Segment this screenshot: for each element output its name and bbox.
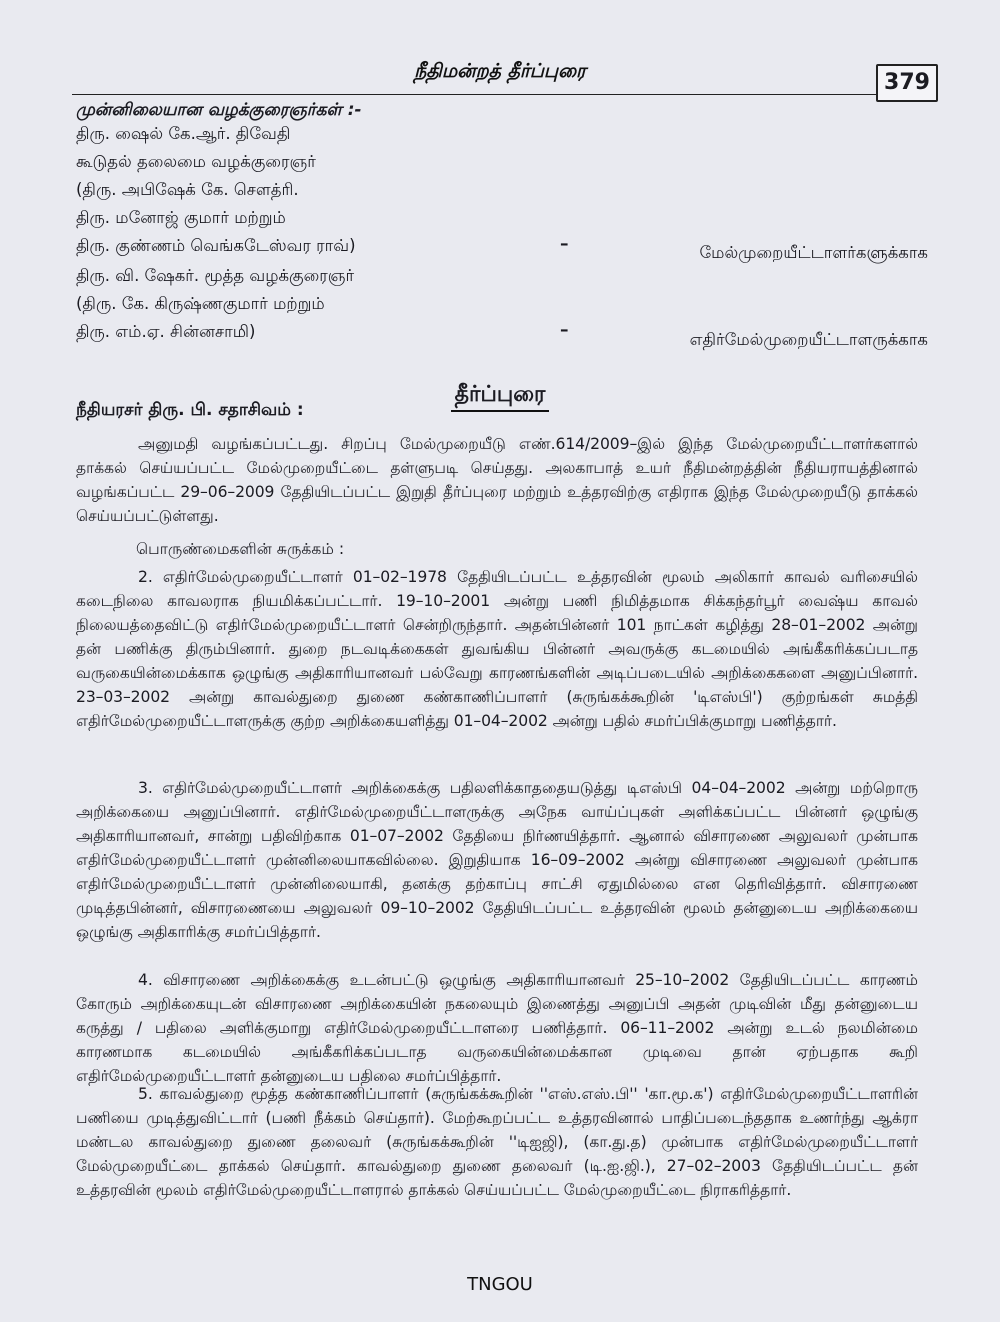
appellant-counsel-line: கூடுதல் தலைமை வழக்குரைஞர் [76,152,316,171]
intro-paragraph: அனுமதி வழங்கப்பட்டது. சிறப்பு மேல்முறையீடு எண்.614/2009–இல் இந்த மேல்முறையீட்டாளர்களால் தாக்கல் செய்யப்பட்ட மேல்முறையீட்டை தள்ளுபடி செய்தது. அலகாபாத் உயர் நீதிமன்றத்தின் நீதியராயத்தினால் வழங்கப்பட்ட 29–06–2009 தேதியிடப்பட்ட இறுதி தீர்ப்புரை மற்றும் உத்தரவிற்கு எதிராக இந்த மேல்முறையீடு தாக்கல் செய்யப்பட்டுள்ளது. [76,435,918,525]
page-number-box: 379 [876,64,938,102]
respondent-label: எதிர்மேல்முறையீட்டாளருக்காக [689,330,928,349]
summary-heading: பொருண்மைகளின் சுருக்கம் : [136,540,345,558]
judge-name: நீதியரசர் திரு. பி. சதாசிவம் : [76,400,304,420]
footer-watermark: TNGOU [467,1274,533,1295]
paragraph-3: 3. எதிர்மேல்முறையீட்டாளர் அறிக்கைக்கு பதிலளிக்காததையடுத்து டிஎஸ்பி 04–04–2002 அன்று மற்றொரு அறிக்கையை அனுப்பினார். எதிர்மேல்முறையீட்டாளருக்கு அநேக வாய்ப்புகள் அளிக்கப்பட்ட பின்னர் ஒழுங்கு அதிகாரியானவர், சான்று பதிவிற்காக 01–07–2002 தேதியை நிர்ணயித்தார். ஆனால் விசாரணை அலுவலர் முன்பாக எதிர்மேல்முறையீட்டாளர் முன்னிலையாகவில்லை. இறுதியாக 16–09–2002 அன்று விசாரணை அலுவலர் முன்பாக எதிர்மேல்முறையீட்டாளர் முன்னிலையாகி, தனக்கு தற்காப்பு சாட்சி ஏதுமில்லை என தெரிவித்தார். விசாரணை முடித்தபின்னர், விசாரணையை அலுவலர் 09–10–2002 தேதியிடப்பட்ட உத்தரவின் மூலம் தன்னுடைய அறிக்கையை ஒழுங்கு அதிகாரிக்கு சமர்ப்பித்தார். [76,779,918,941]
appellant-counsel-line: திரு. மனோஜ் குமார் மற்றும் [76,208,286,227]
paragraph-2: 2. எதிர்மேல்முறையீட்டாளர் 01–02–1978 தேதியிடப்பட்ட உத்தரவின் மூலம் அலிகார் காவல் வரிசையில் கடைநிலை காவலராக நியமிக்கப்பட்டார். 19–10–2001 அன்று பணி நிமித்தமாக சிக்கந்தர்பூர் வைஷ்ய காவல் நிலையத்தைவிட்டு எதிர்மேல்முறையீட்டாளர் சென்றிருந்தார். அதன்பின்னர் 101 நாட்கள் கழித்து 28–01–2002 அன்று தன் பணிக்கு திரும்பினார். துறை நடவடிக்கைகள் துவங்கிய பின்னர் அவருக்கு கடமையில் அங்கீகரிக்கப்படாத வருகையின்மைக்காக ஒழுங்கு அதிகாரியானவர் பல்வேறு காரணங்களின் அடிப்படையில் அறிக்கைகளை அனுப்பினார். 23–03–2002 அன்று காவல்துறை துணை கண்காணிப்பாளர் (சுருங்கக்கூறின் 'டிஎஸ்பி') குற்றங்கள் சுமத்தி எதிர்மேல்முறையீட்டாளருக்கு குற்ற அறிக்கையளித்து 01–04–2002 அன்று பதில் சமர்ப்பிக்குமாறு பணித்தார். [76,568,918,730]
running-header-title: நீதிமன்றத் தீர்ப்புரை [414,60,586,82]
respondent-counsel-line: திரு. எம்.ஏ. சின்னசாமி) [76,322,256,341]
header-rule [72,94,878,95]
paragraph-5: 5. காவல்துறை மூத்த கண்காணிப்பாளர் (சுருங்கக்கூறின் ''எஸ்.எஸ்.பி'' 'கா.மூ.க') எதிர்மேல்முறையீட்டாளரின் பணியை முடித்துவிட்டார் (பணி நீக்கம் செய்தார்). மேற்கூறப்பட்ட உத்தரவினால் பாதிப்படைந்ததாக உணர்ந்து ஆக்ரா மண்டல காவல்துறை துணை தலைவர் (சுருங்கக்கூறின் ''டிஐஜி), (கா.து.த) முன்பாக எதிர்மேல்முறையீட்டாளர் மேல்முறையீட்டை தாக்கல் செய்தார். காவல்துறை துணை தலைவர் (டி.ஐ.ஜி.), 27–02–2003 தேதியிடப்பட்ட தன் உத்தரவின் மூலம் எதிர்மேல்முறையீட்டாளரால் தாக்கல் செய்யப்பட்ட மேல்முறையீட்டை நிராகரித்தார். [76,1085,918,1199]
respondent-counsel-line: (திரு. கே. கிருஷ்ணகுமார் மற்றும் [76,294,325,313]
appellants-label: மேல்முறையீட்டாளர்களுக்காக [699,243,928,262]
appellant-counsel-line: திரு. ஷைல் கே.ஆர். திவேதி [76,124,291,143]
counsel-heading: முன்னிலையான வழக்குரைஞர்கள் :- [76,100,362,120]
appellant-counsel-line: திரு. குண்ணம் வெங்கடேஸ்வர ராவ்) [76,236,356,255]
judgment-title-text: தீர்ப்புரை [451,382,550,412]
respondent-counsel-line: திரு. வி. ஷேகர். மூத்த வழக்குரைஞர் [76,266,355,285]
appellant-counsel-line: (திரு. அபிஷேக் கே. சௌத்ரி. [76,180,299,199]
separator-dash: – [560,320,569,340]
separator-dash: – [560,234,569,254]
paragraph-4: 4. விசாரணை அறிக்கைக்கு உடன்பட்டு ஒழுங்கு அதிகாரியானவர் 25–10–2002 தேதியிடப்பட்ட காரணம் கோரும் அறிக்கையுடன் விசாரணை அறிக்கையின் நகலையும் இணைத்து அனுப்பி அதன் முடிவின் மீது தன்னுடைய கருத்து / பதிலை அளிக்குமாறு எதிர்மேல்முறையீட்டாளரை பணித்தார். 06–11–2002 அன்று உடல் நலமின்மை காரணமாக கடமையில் அங்கீகரிக்கப்படாத வருகையின்மைக்கான முடிவை தான் ஏற்பதாக கூறி எதிர்மேல்முறையீட்டாளர் தன்னுடைய பதிலை சமர்ப்பித்தார். [76,971,918,1085]
